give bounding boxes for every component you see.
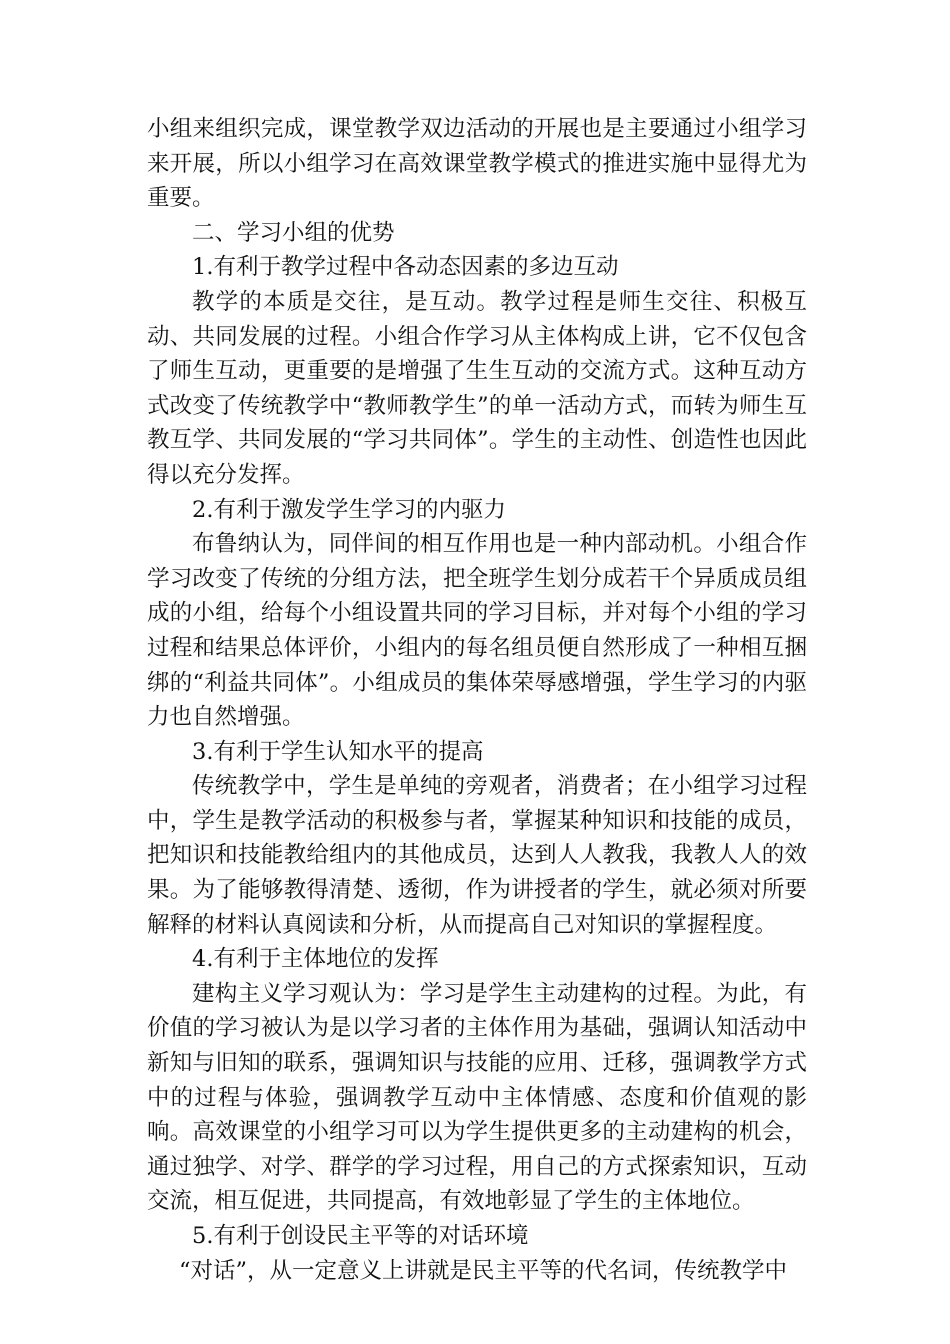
subheading-3: 3.有利于学生认知水平的提高 <box>192 738 484 765</box>
paragraph-interaction: 教学的本质是交往，是互动。教学过程是师生交往、积极互动、共同发展的过程。小组合作学习从主体构成上讲，它不仅包含了师生互动，更重要的是增强了生生互动的交流方式。这种互动方式改变了传统教学中“教师教学生”的单一活动方式，而转为师生互教互学、共同发展的“学习共同体”。学生的主动性、创造性也因此得以充分发挥。 <box>147 288 807 488</box>
section-heading-advantages: 二、学习小组的优势 <box>192 219 395 246</box>
document-body <box>147 112 807 1288</box>
paragraph-subject-role: 建构主义学习观认为：学习是学生主动建构的过程。为此，有价值的学习被认为是以学习者的主体作用为基础，强调认知活动中新知与旧知的联系，强调知识与技能的应用、迁移，强调教学方式中的过程与体验，强调教学互动中主体情感、态度和价值观的影响。高效课堂的小组学习可以为学生提供更多的主动建构的机会，通过独学、对学、群学的学习过程，用自己的方式探索知识，互动交流，相互促进，共同提高，有效地彰显了学生的主体地位。 <box>147 980 807 1215</box>
subheading-1: 1.有利于教学过程中各动态因素的多边互动 <box>192 254 619 281</box>
subheading-5: 5.有利于创设民主平等的对话环境 <box>192 1223 529 1249</box>
paragraph-intro: 小组来组织完成，课堂教学双边活动的开展也是主要通过小组学习来开展，所以小组学习在高效课堂教学模式的推进实施中显得尤为重要。 <box>147 116 807 212</box>
paragraph-motivation: 布鲁纳认为，同伴间的相互作用也是一种内部动机。小组合作学习改变了传统的分组方法，把全班学生划分成若干个异质成员组成的小组，给每个小组设置共同的学习目标，并对每个小组的学习过程和结果总体评价，小组内的每名组员便自然形成了一种相互捆绑的“利益共同体”。小组成员的集体荣辱感增强，学生学习的内驱力也自然增强。 <box>147 531 807 731</box>
paragraph-cognition: 传统教学中，学生是单纯的旁观者，消费者；在小组学习过程中，学生是教学活动的积极参与者，掌握某种知识和技能的成员，把知识和技能教给组内的其他成员，达到人人教我，我教人人的效果。为了能够教得清楚、透彻，作为讲授者的学生，就必须对所要解释的材料认真阅读和分析，从而提高自己对知识的掌握程度。 <box>147 773 807 938</box>
subheading-4: 4.有利于主体地位的发挥 <box>192 946 439 973</box>
subheading-2: 2.有利于激发学生学习的内驱力 <box>192 496 506 523</box>
paragraph-dialogue: “对话”，从一定意义上讲就是民主平等的代名词，传统教学中 <box>179 1257 788 1284</box>
